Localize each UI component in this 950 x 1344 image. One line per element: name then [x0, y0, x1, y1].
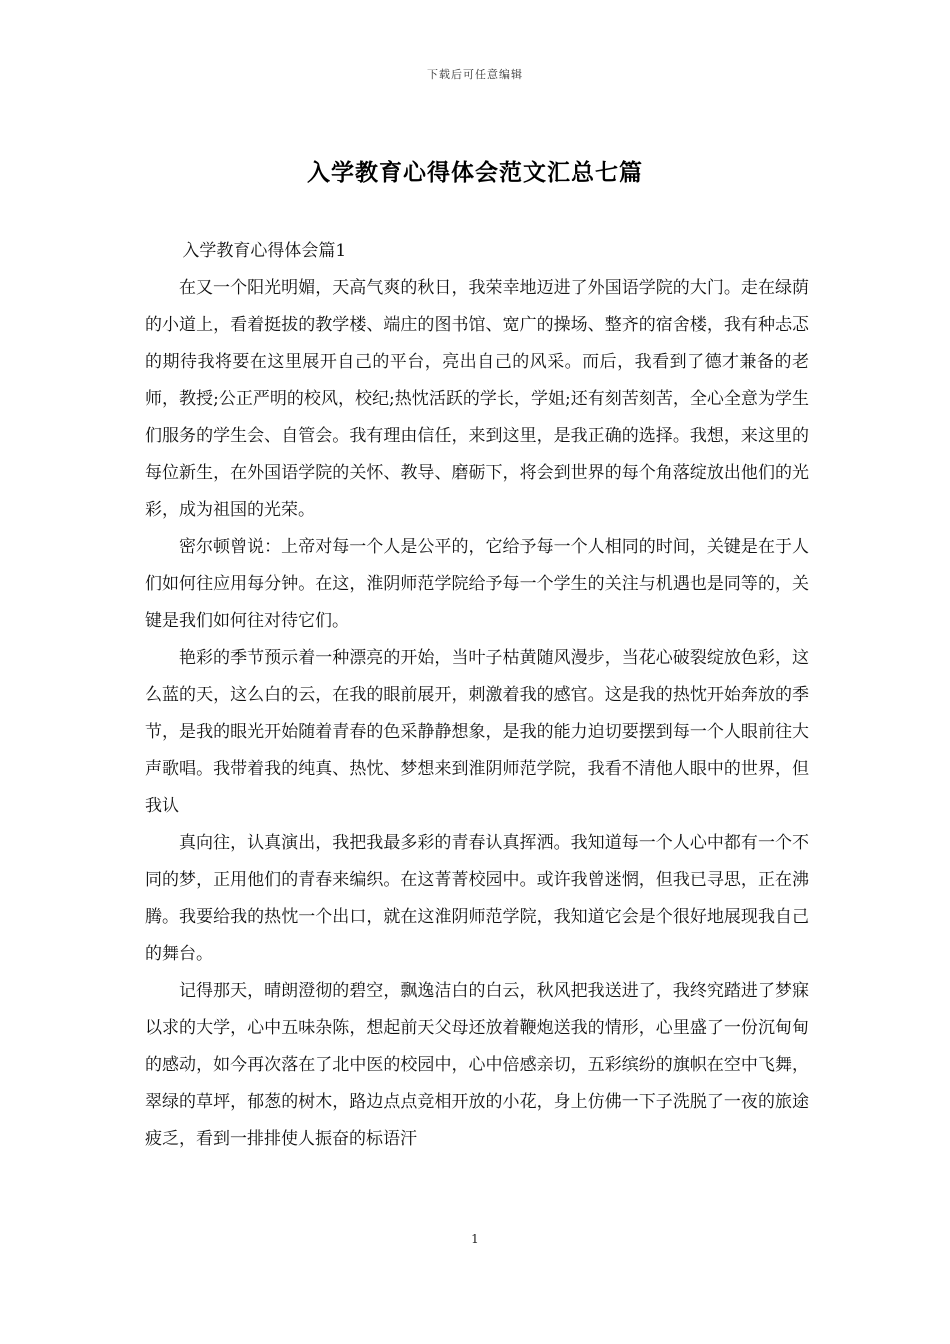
paragraph-2: 密尔顿曾说：上帝对每一个人是公平的，它给予每一个人相同的时间，关键是在于人们如何往应用每分钟。在这，淮阴师范学院给予每一个学生的关注与机遇也是同等的，关键是我们如何往对待它们。 [145, 537, 809, 631]
page-number: 1 [471, 1232, 479, 1246]
document-title: 入学教育心得体会范文汇总七篇 [307, 159, 643, 186]
paragraph-4: 真向往，认真演出，我把我最多彩的青春认真挥洒。我知道每一个人心中都有一个不同的梦，正用他们的青春来编织。在这菁菁校园中。或许我曾迷惘，但我已寻思，正在沸腾。我要给我的热忱一个出口，就在这淮阴师范学院，我知道它会是个很好地展现我自己的舞台。 [145, 833, 809, 964]
document-body [145, 233, 809, 1158]
paragraph-1: 在又一个阳光明媚，天高气爽的秋日，我荣幸地迈进了外国语学院的大门。走在绿荫的小道上，看着挺拔的教学楼、端庄的图书馆、宽广的操场、整齐的宿舍楼，我有种忐忑的期待我将要在这里展开自己的平台，亮出自己的风采。而后，我看到了德才兼备的老师，教授;公正严明的校风，校纪;热忱活跃的学长，学姐;还有刻苦刻苦，全心全意为学生们服务的学生会、自管会。我有理由信任，来到这里，是我正确的选择。我想，来这里的每位新生，在外国语学院的关怀、教导、磨砺下，将会到世界的每个角落绽放出他们的光彩，成为祖国的光荣。 [145, 278, 809, 520]
paragraph-3: 艳彩的季节预示着一种漂亮的开始，当叶子枯黄随风漫步，当花心破裂绽放色彩，这么蓝的天，这么白的云，在我的眼前展开，刺激着我的感官。这是我的热忱开始奔放的季节，是我的眼光开始随着青春的色采静静想象，是我的能力迫切要摆到每一个人眼前往大声歌唱。我带着我的纯真、热忱、梦想来到淮阴师范学院，我看不清他人眼中的世界，但我认 [145, 648, 809, 816]
page-header-note: 下载后可任意编辑 [427, 68, 523, 81]
section-heading: 入学教育心得体会篇1 [182, 241, 347, 261]
paragraph-5: 记得那天，晴朗澄彻的碧空，飘逸洁白的白云，秋风把我送进了，我终究踏进了梦寐以求的大学，心中五味杂陈，想起前天父母还放着鞭炮送我的情形，心里盛了一份沉甸甸的感动，如今再次落在了北中医的校园中，心中倍感亲切，五彩缤纷的旗帜在空中飞舞，翠绿的草坪，郁葱的树木，路边点点竞相开放的小花，身上仿佛一下子洗脱了一夜的旅途疲乏，看到一排排使人振奋的标语汗 [145, 981, 809, 1149]
